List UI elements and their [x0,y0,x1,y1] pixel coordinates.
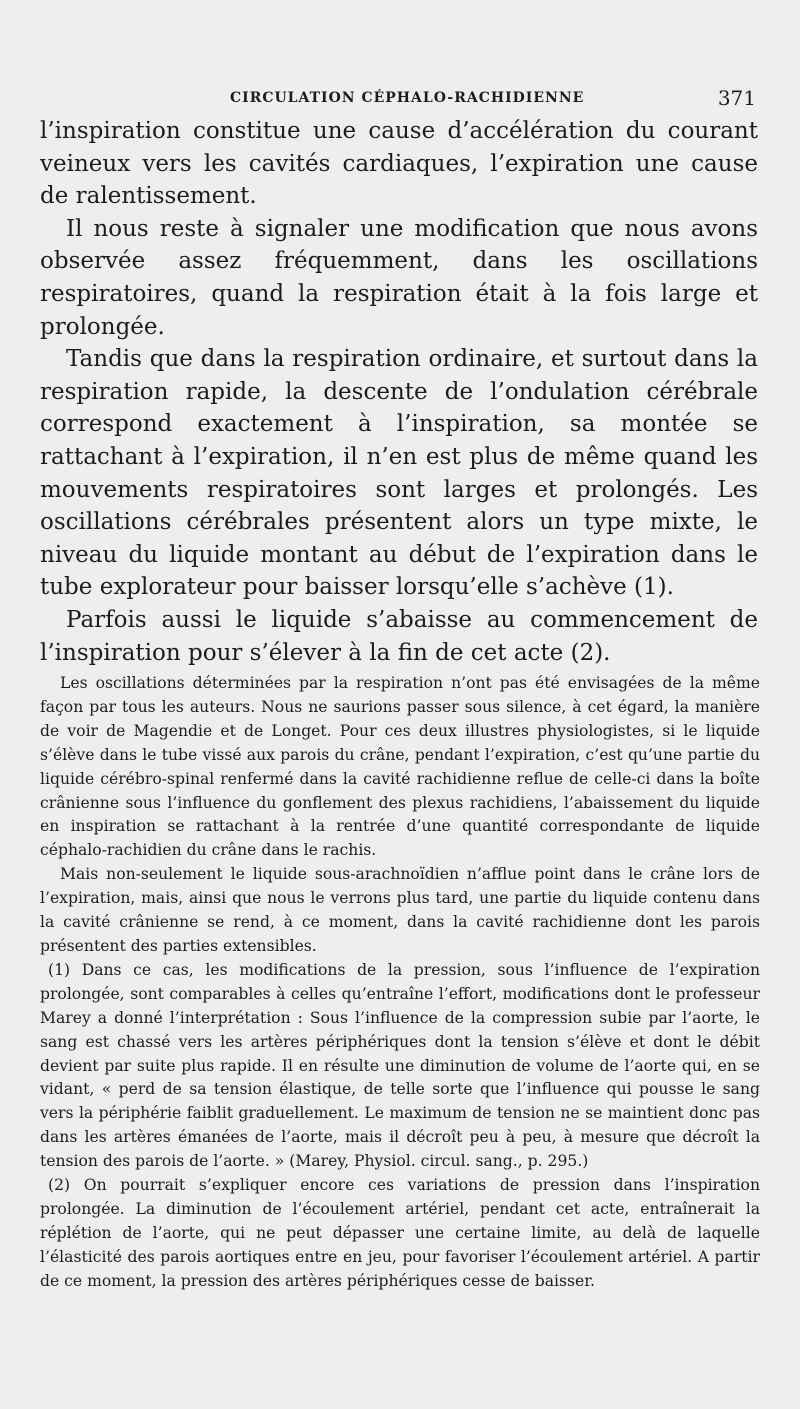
running-title: CIRCULATION CÉPHALO-RACHIDIENNE [230,90,585,106]
paragraph-continuation: l’inspiration constitue une cause d’accélération du courant veineux vers les cavités cardiaques, l’expiration une cause de ralentissement. [40,118,758,210]
main-text [40,115,758,669]
footnote-1: (1) Dans ce cas, les modifications de la pression, sous l’influence de l’expiration prolongée, sont comparables à celles qu’entraîne l’effort, modifications dont le professeur Marey a donné l’interprétation : Sous l’influence de la compression subie par l’aorte, le sang est chassé vers les artères périphériques dont la tension s’élève et dont le débit devient par suite plus rapide. Il en résulte une diminution de volume de l’aorte qui, en se vidant, « perd de sa tension élastique, de telle sorte que l’influence qui pousse le sang vers la périphérie faiblit graduellement. Le maximum de tension ne se maintient donc pas dans les artères émanées de l’aorte, mais il décroît peu à peu, à mesure que décroît la tension des parois de l’aorte. » (Marey, Physiol. circul. sang., p. 295.) [40,960,760,1171]
notes-section [40,672,760,1294]
note-paragraph: Mais non-seulement le liquide sous-arachnoïdien n’afflue point dans le crâne lors de l’expiration, mais, ainsi que nous le verrons plus tard, une partie du liquide contenu dans la cavité crânienne se rend, à ce moment, dans la cavité rachidienne dont les parois présentent des parties extensibles. [40,865,760,955]
page-number: 371 [717,86,756,110]
paragraph: Il nous reste à signaler une modification que nous avons observée assez fréquemment, dans les oscillations respiratoires, quand la respiration était à la fois large et prolongée. [40,215,758,340]
paragraph: Parfois aussi le liquide s’abaisse au commencement de l’inspiration pour s’élever à la fin de cet acte (2). [40,606,758,666]
footnote-2: (2) On pourrait s’expliquer encore ces variations de pression dans l’inspiration prolongée. La diminution de l’écoulement artériel, pendant cet acte, entraînerait la réplétion de l’aorte, qui ne peut dépasser une certaine limite, au delà de laquelle l’élasticité des parois aortiques entre en jeu, pour favoriser l’écoulement artériel. A partir de ce moment, la pression des artères périphériques cesse de baisser. [40,1176,760,1290]
page-header [40,84,760,114]
note-paragraph: Les oscillations déterminées par la respiration n’ont pas été envisagées de la même façon par tous les auteurs. Nous ne saurions passer sous silence, à cet égard, la manière de voir de Magendie et de Longet. Pour ces deux illustres physiologistes, si le liquide s’élève dans le tube vissé aux parois du crâne, pendant l’expiration, c’est qu’une partie du liquide cérébro-spinal renfermé dans la cavité rachidienne reflue de celle-ci dans la boîte crânienne sous l’influence du gonflement des plexus rachidiens, l’abaissement du liquide en inspiration se rattachant à la rentrée d’une quantité correspondante de liquide céphalo-rachidien du crâne dans le rachis. [40,674,760,860]
paragraph: Tandis que dans la respiration ordinaire, et surtout dans la respiration rapide, la descente de l’ondulation cérébrale correspond exactement à l’inspiration, sa montée se rattachant à l’expiration, il n’en est plus de même quand les mouvements respiratoires sont larges et prolongés. Les oscillations cérébrales présentent alors un type mixte, le niveau du liquide montant au début de l’expiration dans le tube explorateur pour baisser lorsqu’elle s’achève (1). [40,346,758,601]
